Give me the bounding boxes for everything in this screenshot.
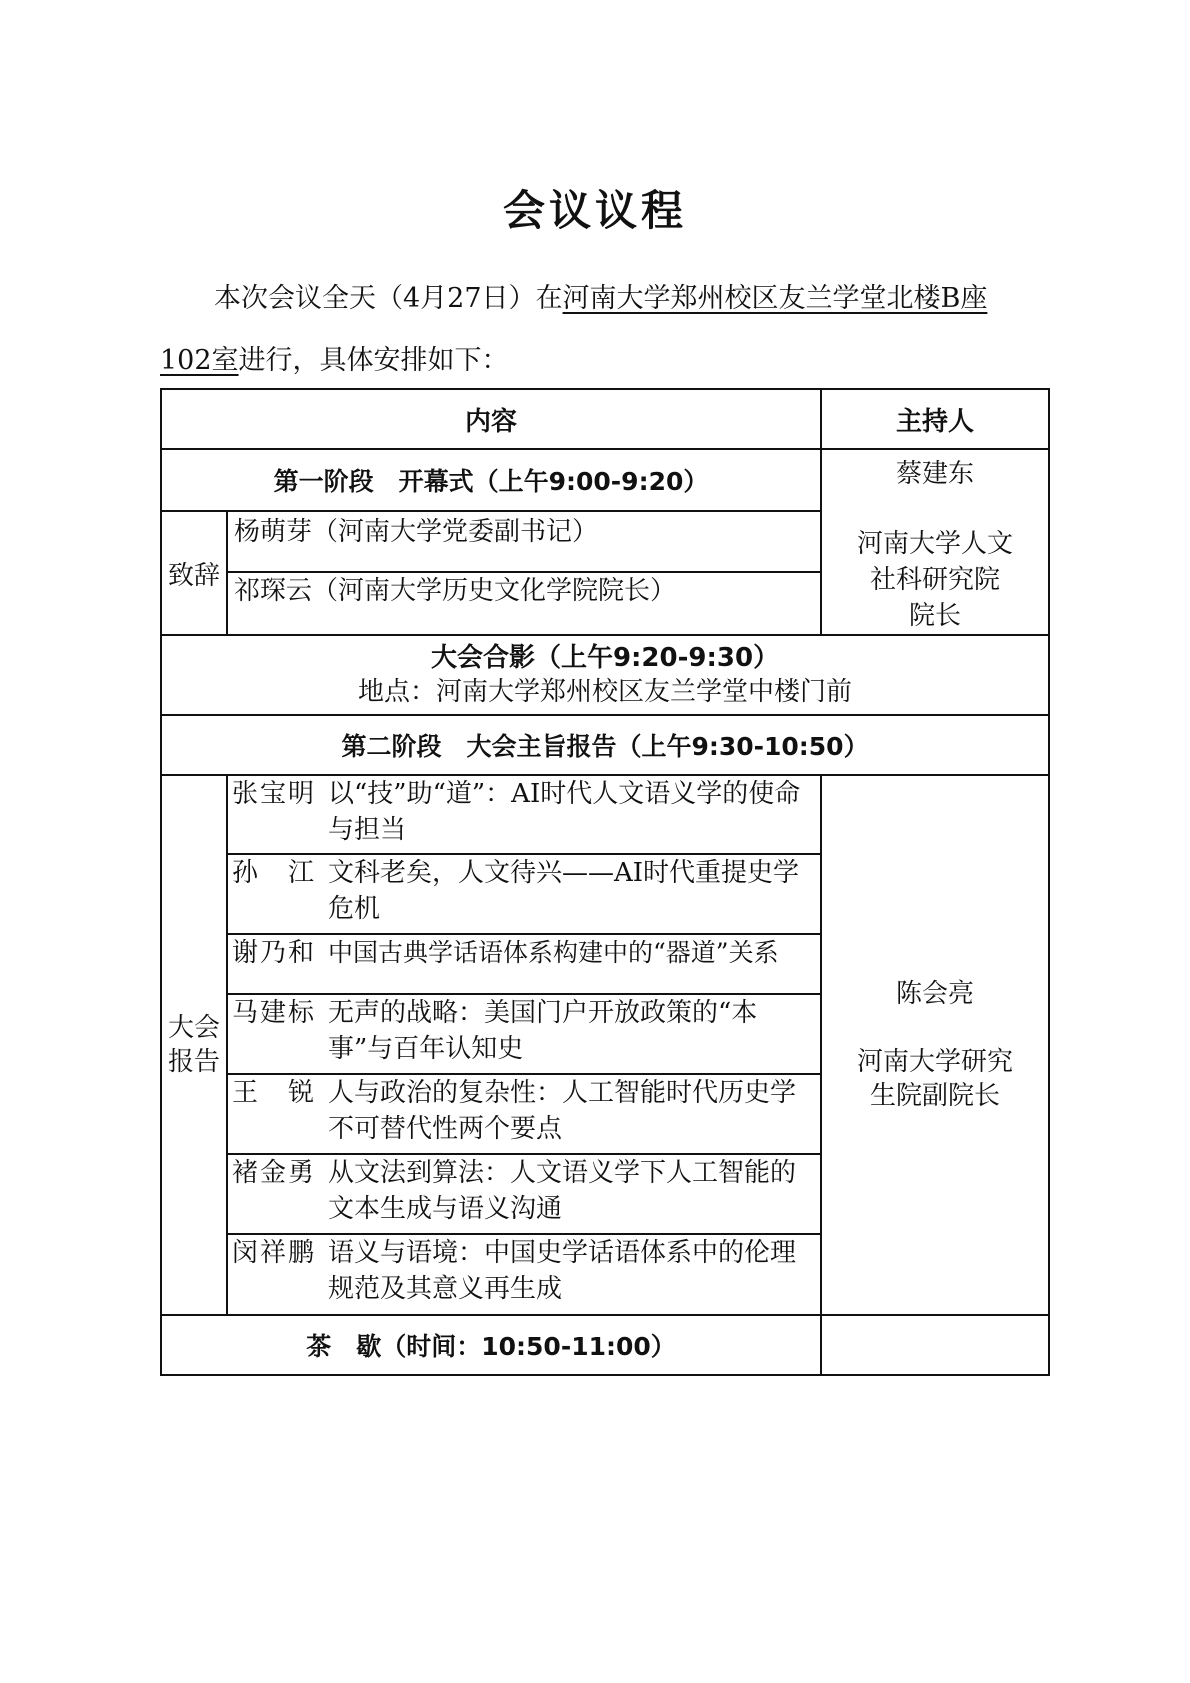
photo-cell: [161, 635, 1049, 715]
reports-list: [227, 775, 821, 1315]
stage1-title: 第一阶段 开幕式（上午9:00-9:20）: [161, 449, 821, 511]
report-speaker: 马建标: [228, 994, 328, 1074]
table-row: [228, 776, 820, 854]
intro-suffix: 进行，具体安排如下：: [238, 345, 509, 376]
intro-location-room: 102室: [160, 345, 239, 376]
table-header-row: [161, 389, 1049, 449]
report-speaker: 张宝明: [232, 779, 317, 809]
tea-break-row: [161, 1315, 1049, 1375]
reports-inner: [228, 776, 820, 1314]
report-title: 中国古典学话语体系构建中的“器道”关系: [328, 934, 820, 994]
report-speaker: 褚金勇: [228, 1154, 328, 1234]
speech-inner: [228, 514, 820, 632]
stage1-host-title-3: 院长: [909, 601, 962, 631]
report-title: 从文法到算法：人文语义学下人工智能的文本生成与语义沟通: [328, 1154, 820, 1234]
stage1-row: [161, 449, 1049, 511]
table-row: [228, 994, 820, 1074]
report-speaker: 孙 江: [228, 854, 328, 934]
stage1-host: [821, 449, 1049, 635]
stage1-host-name: 蔡建东: [896, 459, 975, 489]
report-speaker: 谢乃和: [228, 934, 328, 994]
report-title: 人与政治的复杂性：人工智能时代历史学不可替代性两个要点: [328, 1074, 820, 1154]
report-title: 语义与语境：中国史学话语体系中的伦理规范及其意义再生成: [328, 1234, 820, 1314]
report-label-2: 报告: [167, 1047, 220, 1077]
tea-break: 茶 歇（时间：10:50-11:00）: [161, 1315, 821, 1375]
table-row: [228, 934, 820, 994]
header-content: 内容: [161, 389, 821, 449]
stage1-host-title-1: 河南大学人文: [857, 529, 1014, 559]
stage2-row: [161, 715, 1049, 775]
speech-item: 祁琛云（河南大学历史文化学院院长）: [228, 572, 820, 632]
report-title: 无声的战略：美国门户开放政策的“本事”与百年认知史: [328, 994, 820, 1074]
intro-location: 河南大学郑州校区友兰学堂北楼B座: [562, 283, 988, 314]
stage2-host-title-1: 河南大学研究: [857, 1047, 1014, 1077]
photo-row: [161, 635, 1049, 715]
intro-prefix: 本次会议全天（4月27日）在: [214, 283, 563, 314]
page-title: 会议议程: [502, 186, 687, 235]
speech-item: 杨萌芽（河南大学党委副书记）: [234, 517, 599, 547]
table-row: [228, 1074, 820, 1154]
speech-list: [227, 511, 821, 635]
tea-break-host: [821, 1315, 1049, 1375]
stage2-host: [821, 775, 1049, 1315]
report-title: 以“技”助“道”：AI时代人文语义学的使命与担当: [328, 779, 801, 845]
report-speaker: 闵祥鹏: [228, 1234, 328, 1314]
stage2-host-title-2: 生院副院长: [870, 1081, 1001, 1111]
stage2-host-name: 陈会亮: [896, 979, 975, 1009]
intro-line-2: [160, 330, 1040, 392]
intro-line-1: [160, 268, 1040, 330]
stage2-title: 第二阶段 大会主旨报告（上午9:30-10:50）: [161, 715, 1049, 775]
table-row: [228, 1234, 820, 1314]
table-row: [228, 854, 820, 934]
report-label-1: 大会: [167, 1013, 220, 1043]
table-row: [228, 1154, 820, 1234]
reports-row: [161, 775, 1049, 1315]
report-speaker: 王 锐: [228, 1074, 328, 1154]
photo-location: 地点：河南大学郑州校区友兰学堂中楼门前: [358, 677, 853, 707]
agenda-table: [160, 388, 1050, 1376]
speech-label: 致辞: [161, 511, 227, 635]
report-title: 文科老矣，人文待兴——AI时代重提史学危机: [328, 854, 820, 934]
photo-title: 大会合影（上午9:20-9:30）: [430, 643, 780, 673]
stage1-host-title-2: 社科研究院: [870, 565, 1001, 595]
report-label: [161, 775, 227, 1315]
header-host: 主持人: [821, 389, 1049, 449]
